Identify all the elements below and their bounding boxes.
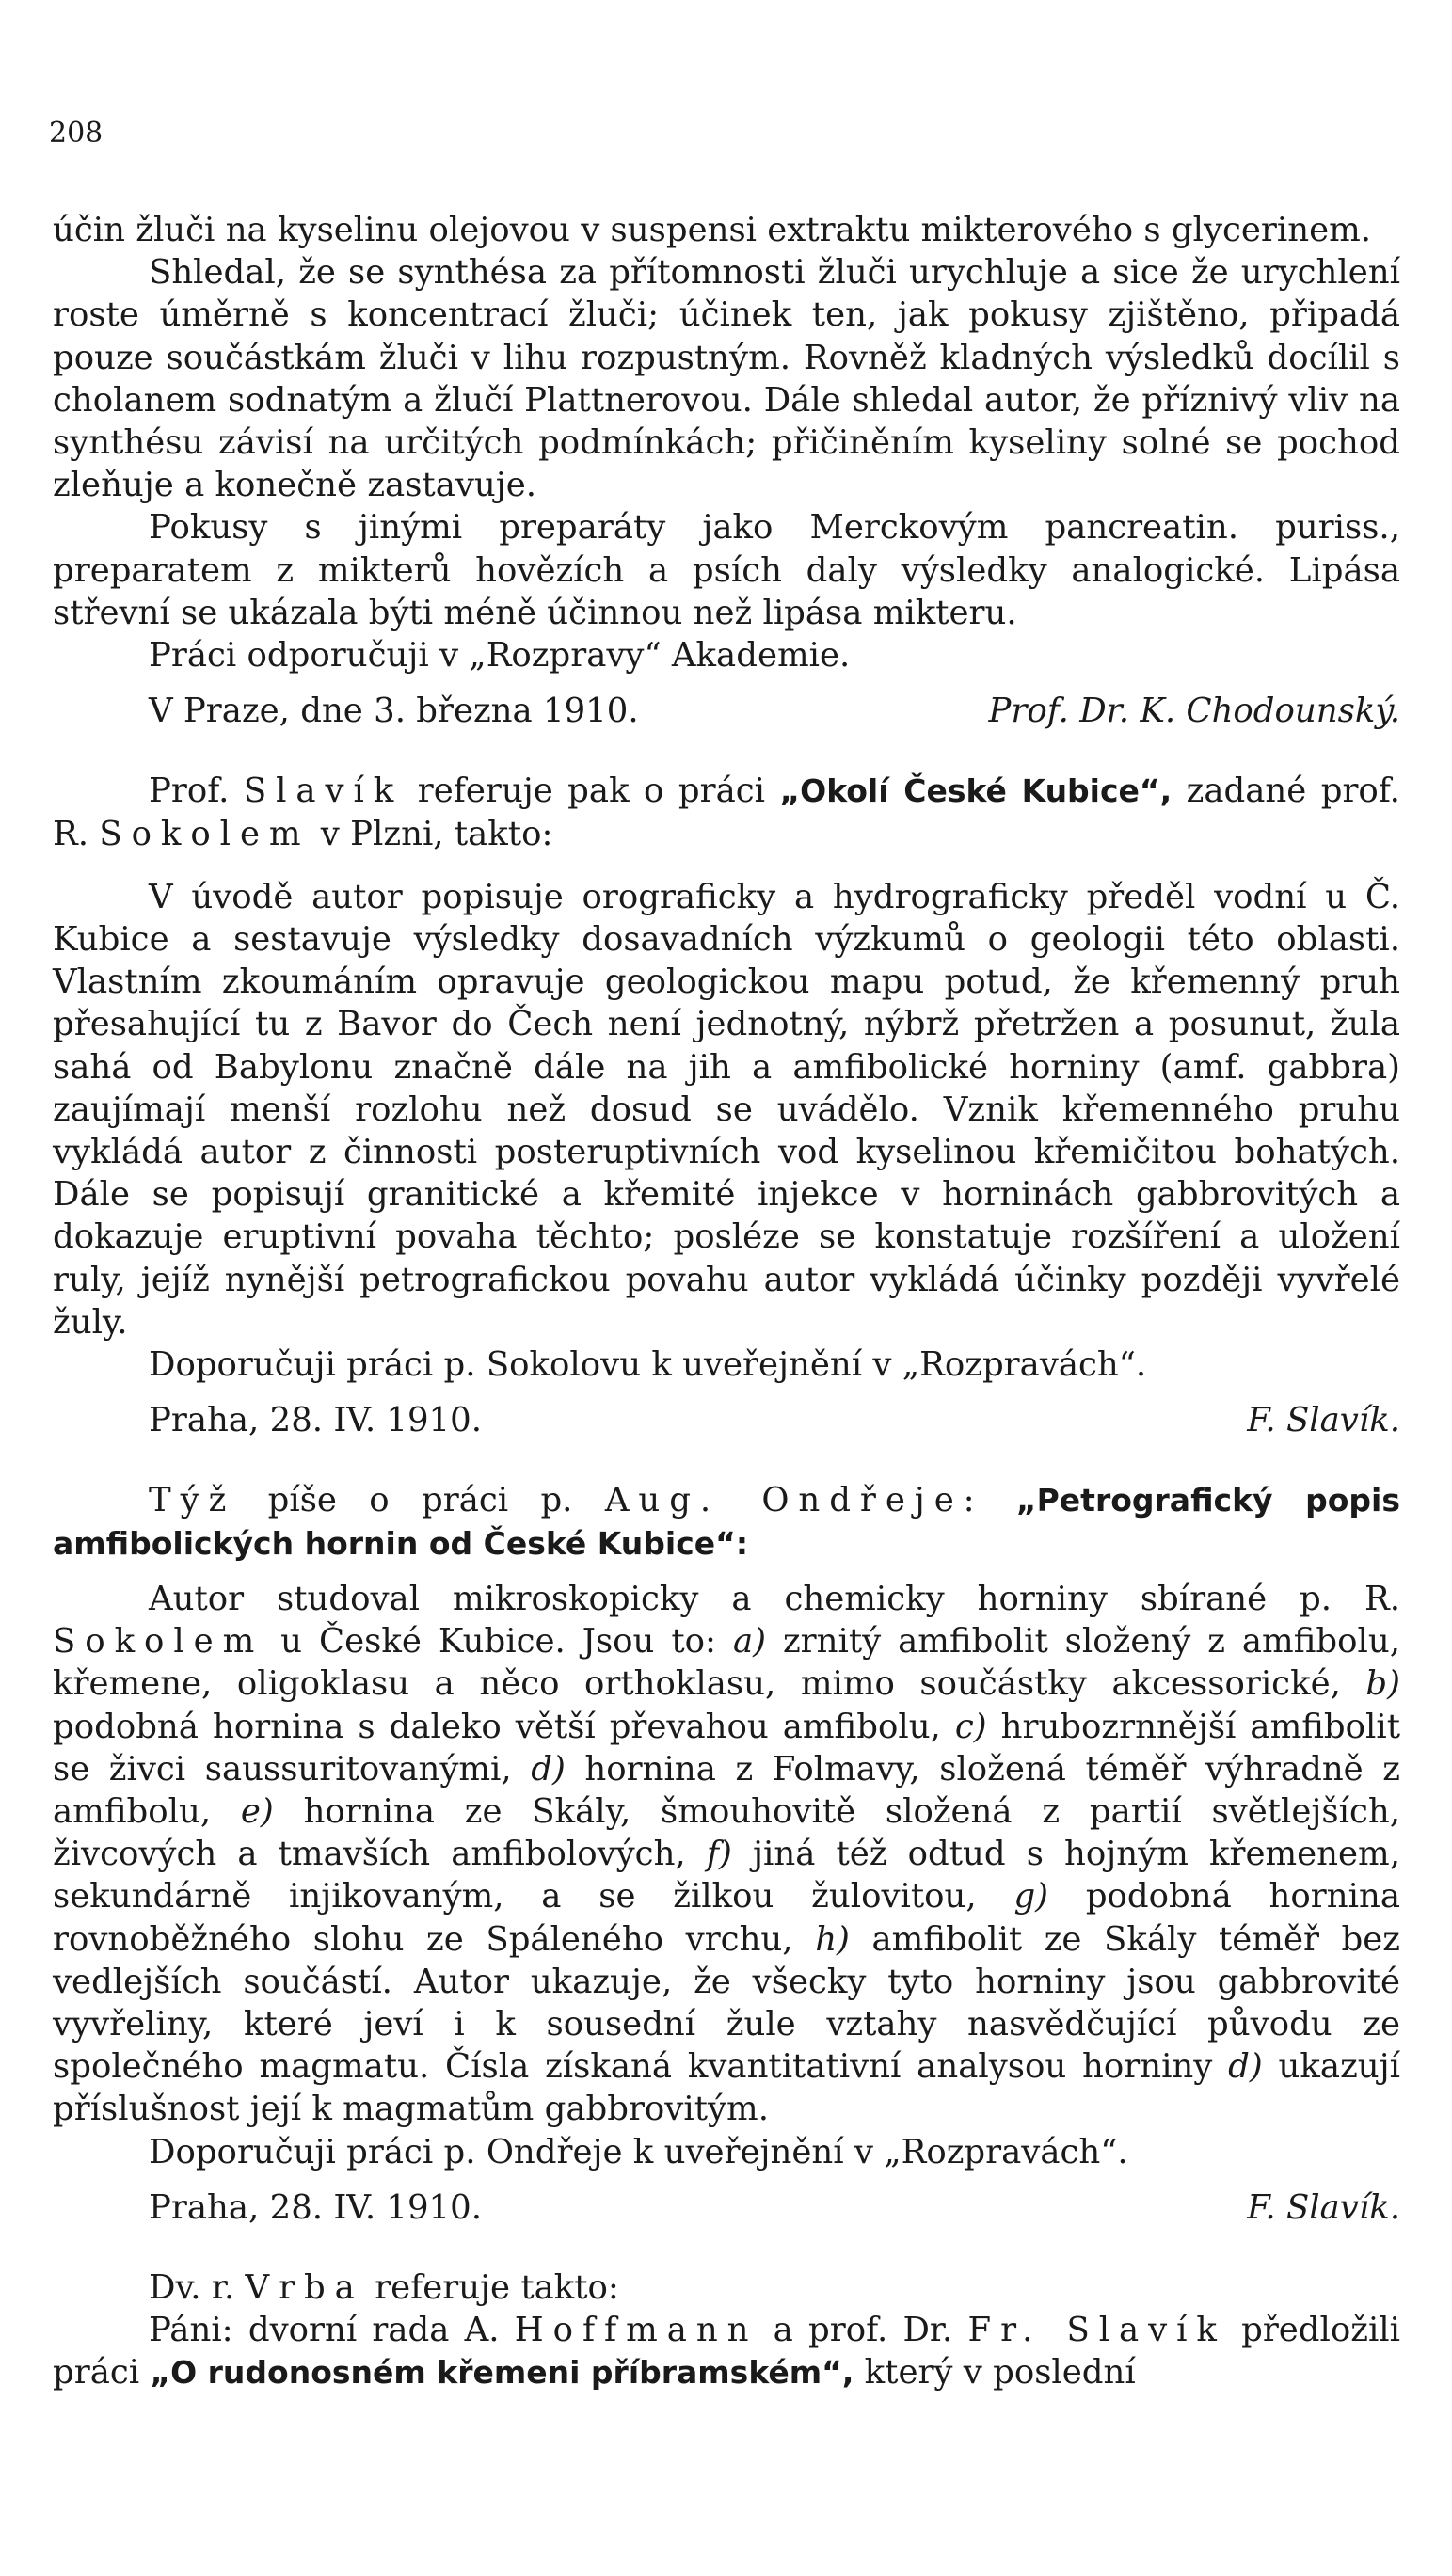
signature-name: F. Slavík. <box>1247 2187 1400 2227</box>
spaced-name: Sokolem <box>53 1622 264 1662</box>
signature-place-date: Praha, 28. IV. 1910. <box>149 2187 483 2227</box>
spaced-name: Hoffmann <box>514 2311 758 2350</box>
signature-line <box>53 1399 1400 1441</box>
signature-name: Prof. Dr. K. Chodounský. <box>988 692 1400 731</box>
spaced-name: Slavík <box>243 771 404 811</box>
signature-place-date: Praha, 28. IV. 1910. <box>149 1401 483 1440</box>
spaced-name: Fr. Slavík <box>967 2311 1226 2350</box>
paragraph-recommendation: Práci odporučuji v „Rozpravy“ Akademie. <box>149 636 851 676</box>
work-title: „O rudonosném křemeni příbramském“, <box>150 2354 854 2392</box>
signature-name: F. Slavík. <box>1247 1401 1400 1440</box>
signature-line <box>53 690 1400 732</box>
paragraph-experiments: Pokusy s jinými preparáty jako Merckovým pancreatin. puriss., preparatem z mikterů hovězích a psích daly výsledky analogické. Lipása střevní se ukázala býti méně účinnou než lipása mikteru. <box>53 508 1400 632</box>
paragraph-report: Páni: dvorní rada A. Hoffmann a prof. Dr. Fr. Slavík předložili práci „O rudonosném křemeni příbramském“, který v poslední <box>53 2311 1401 2393</box>
spaced-name: Aug. Ondřeje: <box>604 1481 984 1520</box>
signature-place-date: V Praze, dne 3. března 1910. <box>149 692 639 731</box>
work-title: „Okolí České Kubice“, <box>779 772 1173 810</box>
work-title: „Petrografický popis amfibolických hornin od České Kubice“: <box>53 1482 1400 1562</box>
paragraph-geology: V úvodě autor popisuje orograficky a hydrograficky předěl vodní u Č. Kubice a sestavuje výsledky dosavadních výzkumů o geologii této oblasti. Vlastním zkoumáním opravuje geologickou mapu potud, že křemenný pruh přesahující tu z Bavor do Čech není jednotný, nýbrž přetržen a posunut, žula sahá od Babylonu značně dále na jih a amfibolické horniny (amf. gabbra) zaujímají menší rozlohu než dosud se uvádělo. Vznik křemenného pruhu vykládá autor z činnosti posteruptivních vod kyselinou křemičitou bohatých. Dále se popisují granitické a křemité injekce v horninách gabbrovitých a dokazuje eruptivní povaha těchto; posléze se konstatuje rozšíření a uložení ruly, jejíž nynější petrografickou povahu autor vykládá účinky později vyvřelé žuly. <box>53 877 1400 1342</box>
section-intro: Dv. r. Vrba referuje takto: <box>149 2267 619 2307</box>
section-intro: Týž píše o práci p. Aug. Ondřeje: „Petrografický popis amfibolických hornin od České Kubice“: <box>53 1481 1400 1562</box>
spaced-name: Vrba <box>245 2267 364 2307</box>
spaced-name: Sokolem <box>99 814 311 853</box>
paragraph-amphibolites: Autor studoval mikroskopicky a chemicky horniny sbírané p. R. Sokolem u České Kubice. Jsou to: a) zrnitý amfibolit složený z amfibolu, křemene, oligoklasu a něco orthoklasu, mimo součástky akcessorické, b) podobná hornina s daleko větší převahou amfibolu, c) hrubozrnnější amfibolit se živci saussuritovanými, d) hornina z Folmavy, složená téměř výhradně z amfibolu, e) hornina ze Skály, šmouhovitě složená z partií světlejších, živcových a tmavších amfibolových, f) jiná též odtud s hojným křemenem, sekundárně injikovaným, a se žilkou žulovitou, g) podobná hornina rovnoběžného slohu ze Spáleného vrchu, h) amfibolit ze Skály téměř bez vedlejších součástí. Autor ukazuje, že všecky tyto horniny jsou gabbrovité vyvřeliny, které jeví i k sousední žule vztahy nasvědčující původu ze společného magmatu. Čísla získaná kvantitativní analysou horniny d) ukazují příslušnost její k magmatům gabbrovitým. <box>53 1579 1401 2129</box>
paragraph-recommendation: Doporučuji práci p. Ondřeje k uveřejnění v „Rozpravách“. <box>149 2132 1128 2171</box>
signature-line <box>53 2186 1400 2229</box>
page-number: 208 <box>49 117 104 150</box>
paragraph-synthesis: Shledal, že se synthésa za přítomnosti žluči urychluje a sice že urychlení roste úměrně s koncentrací žluči; účinek ten, jak pokusy zjištěno, připadá pouze součástkám žluči v lihu rozpustným. Rovněž kladných výsledků docílil s cholanem sodnatým a žlučí Plattnerovou. Dále shledal autor, že příznivý vliv na synthésu závisí na určitých podmínkách; přičiněním kyseliny solné se pochod zleňuje a konečně zastavuje. <box>53 253 1400 505</box>
section-intro: Prof. Slavík referuje pak o práci „Okolí České Kubice“, zadané prof. R. Sokolem v Plzni, takto: <box>53 771 1400 853</box>
paragraph-recommendation: Doporučuji práci p. Sokolovu k uveřejnění v „Rozpravách“. <box>149 1345 1147 1385</box>
paragraph-continuation: účin žluči na kyselinu olejovou v suspensi extraktu mikterového s glycerinem. <box>53 211 1372 249</box>
body-text <box>53 209 1400 2394</box>
